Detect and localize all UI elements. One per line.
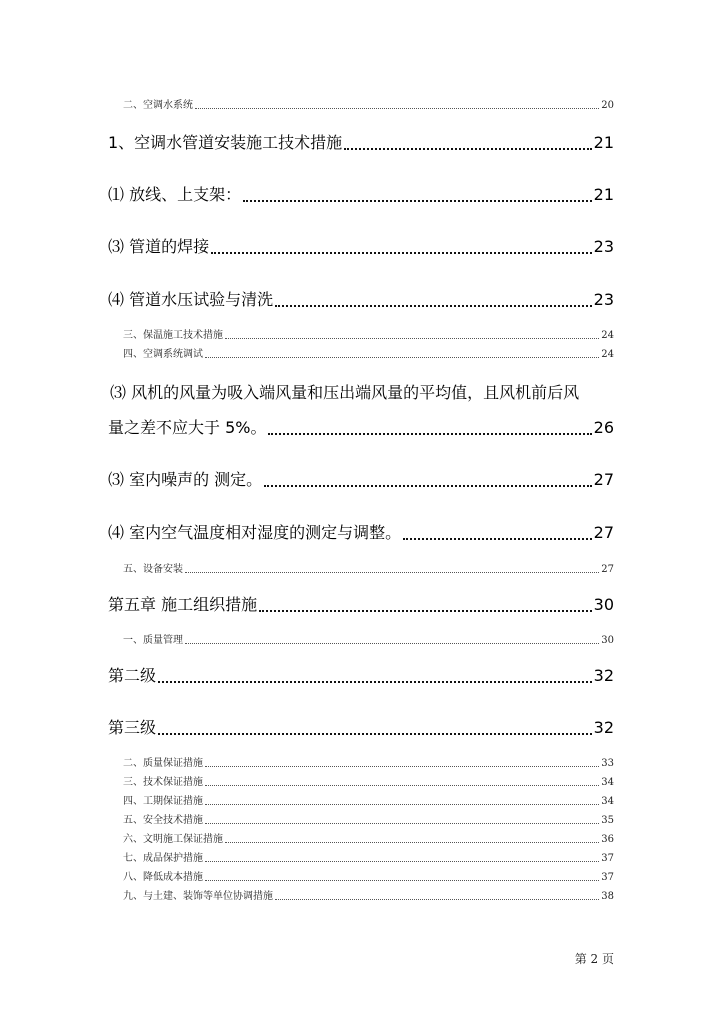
toc-page: 27 bbox=[601, 564, 614, 575]
toc-page: 27 bbox=[593, 523, 614, 542]
toc-entry[interactable] bbox=[0, 415, 724, 438]
toc-title: 二、空调水系统 bbox=[123, 100, 193, 111]
toc-page: 24 bbox=[601, 349, 614, 360]
toc-leader bbox=[205, 822, 599, 824]
toc-leader bbox=[275, 304, 592, 307]
toc-entry[interactable] bbox=[0, 520, 724, 543]
toc-title: 一、质量管理 bbox=[123, 635, 183, 646]
toc-leader bbox=[225, 337, 599, 339]
toc-entry[interactable] bbox=[0, 830, 724, 845]
toc-title-line1[interactable]: ⑶ 风机的风量为吸入端风量和压出端风量的平均值，且风机前后风 bbox=[110, 383, 580, 402]
toc-leader bbox=[268, 432, 591, 435]
toc-page: 38 bbox=[601, 891, 614, 902]
toc-entry[interactable] bbox=[0, 811, 724, 826]
toc-leader bbox=[259, 609, 592, 612]
toc-title: 量之差不应大于 5%。 bbox=[108, 418, 267, 437]
toc-page: 23 bbox=[593, 290, 614, 309]
toc-entry[interactable] bbox=[0, 287, 724, 310]
toc-page: 35 bbox=[601, 815, 614, 826]
toc-title: 八、降低成本措施 bbox=[123, 872, 203, 883]
toc-leader bbox=[205, 784, 599, 786]
toc-entry[interactable] bbox=[0, 130, 724, 153]
toc-leader bbox=[158, 732, 592, 735]
toc-leader bbox=[158, 680, 592, 683]
toc-title: ⑶ 室内噪声的 测定。 bbox=[108, 470, 263, 489]
toc-leader bbox=[205, 356, 599, 358]
toc-title: 四、空调系统调试 bbox=[123, 349, 203, 360]
toc-entry[interactable] bbox=[0, 849, 724, 864]
toc-leader bbox=[225, 841, 599, 843]
toc-title: 第五章 施工组织措施 bbox=[108, 595, 258, 614]
toc-title: 第二级 bbox=[108, 666, 157, 685]
toc-leader bbox=[264, 484, 591, 487]
toc-leader bbox=[344, 147, 591, 150]
toc-entry[interactable] bbox=[0, 345, 724, 360]
toc-entry[interactable] bbox=[0, 234, 724, 257]
toc-entry[interactable] bbox=[0, 887, 724, 902]
toc-title: 九、与土建、装饰等单位协调措施 bbox=[123, 891, 273, 902]
toc-entry[interactable] bbox=[0, 96, 724, 111]
toc-leader bbox=[403, 537, 592, 540]
toc-title: ⑶ 管道的焊接 bbox=[108, 237, 210, 256]
toc-title: ⑴ 放线、上支架： bbox=[108, 185, 242, 204]
toc-leader bbox=[205, 860, 599, 862]
toc-title: ⑷ 室内空气温度相对湿度的测定与调整。 bbox=[108, 523, 402, 542]
toc-entry[interactable] bbox=[0, 663, 724, 686]
toc-entry[interactable] bbox=[0, 560, 724, 575]
toc-leader bbox=[205, 765, 599, 767]
toc-page: 37 bbox=[601, 872, 614, 883]
toc-page: 33 bbox=[601, 758, 614, 769]
toc-page: 21 bbox=[593, 185, 614, 204]
toc-title: 五、安全技术措施 bbox=[123, 815, 203, 826]
toc-title: 三、技术保证措施 bbox=[123, 777, 203, 788]
toc-entry[interactable] bbox=[0, 868, 724, 883]
toc-title: 1、空调水管道安装施工技术措施 bbox=[108, 133, 343, 152]
toc-page: 32 bbox=[593, 718, 614, 737]
toc-entry[interactable] bbox=[0, 467, 724, 490]
toc-entry[interactable] bbox=[0, 754, 724, 769]
toc-entry[interactable] bbox=[0, 631, 724, 646]
toc-page: 30 bbox=[601, 635, 614, 646]
toc-leader bbox=[211, 251, 592, 254]
toc-leader bbox=[185, 571, 599, 573]
toc-page: 30 bbox=[593, 595, 614, 614]
toc-page: 21 bbox=[593, 133, 614, 152]
toc-title: 三、保温施工技术措施 bbox=[123, 330, 223, 341]
toc-title: 五、设备安装 bbox=[123, 564, 183, 575]
toc-page: 37 bbox=[601, 853, 614, 864]
toc-entry[interactable] bbox=[0, 326, 724, 341]
toc-page: 34 bbox=[601, 777, 614, 788]
toc-leader bbox=[275, 898, 599, 900]
toc-page: 26 bbox=[593, 418, 614, 437]
toc-page: 34 bbox=[601, 796, 614, 807]
toc-page: 36 bbox=[601, 834, 614, 845]
page-number: 第 2 页 bbox=[574, 952, 614, 966]
toc-leader bbox=[243, 199, 592, 202]
toc-page: 20 bbox=[601, 100, 614, 111]
toc-title: 四、工期保证措施 bbox=[123, 796, 203, 807]
toc-title: 六、文明施工保证措施 bbox=[123, 834, 223, 845]
toc-title: 第三级 bbox=[108, 718, 157, 737]
toc-page: 23 bbox=[593, 237, 614, 256]
toc-page: 27 bbox=[593, 470, 614, 489]
toc-entry[interactable] bbox=[0, 592, 724, 615]
toc-title: ⑷ 管道水压试验与清洗 bbox=[108, 290, 274, 309]
toc-leader bbox=[205, 879, 599, 881]
toc-entry[interactable] bbox=[0, 715, 724, 738]
toc-page: 32 bbox=[593, 666, 614, 685]
toc-leader bbox=[195, 107, 599, 109]
toc-title: 七、成品保护措施 bbox=[123, 853, 203, 864]
toc-entry[interactable] bbox=[0, 773, 724, 788]
toc-entry[interactable] bbox=[0, 182, 724, 205]
toc-leader bbox=[185, 642, 599, 644]
toc-title: 二、质量保证措施 bbox=[123, 758, 203, 769]
toc-entry[interactable] bbox=[0, 792, 724, 807]
toc-leader bbox=[205, 803, 599, 805]
toc-page: 24 bbox=[601, 330, 614, 341]
